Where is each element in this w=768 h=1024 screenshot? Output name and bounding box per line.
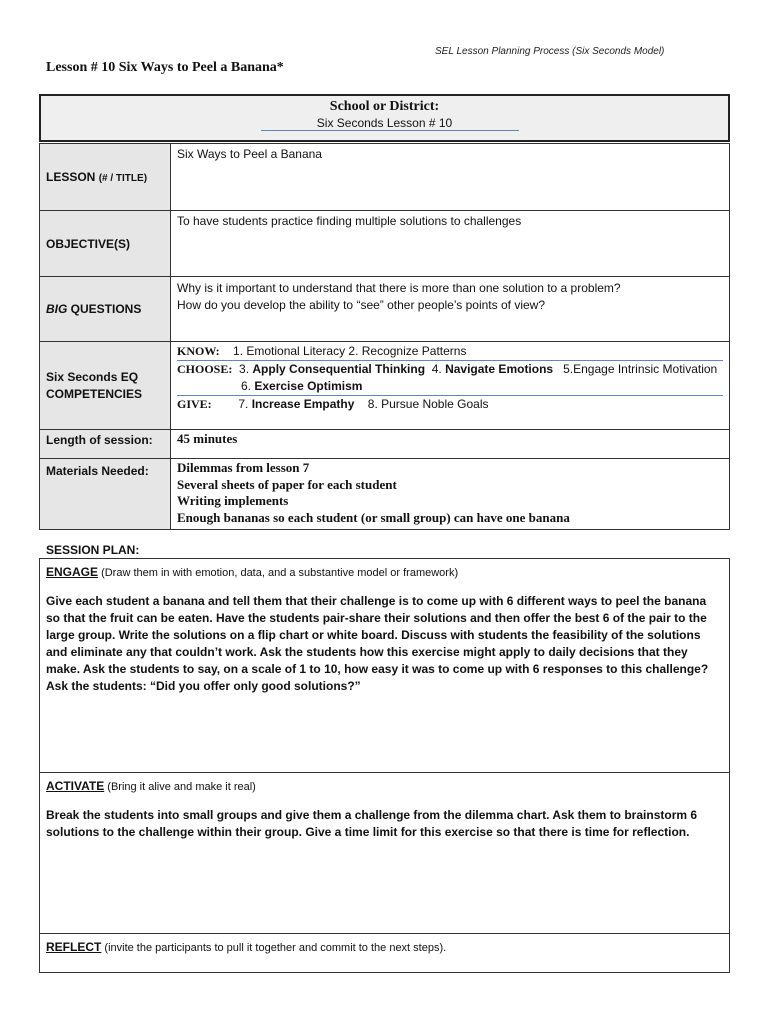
competencies-label: Six Seconds EQ COMPETENCIES [40,342,171,430]
choose-line [177,361,723,378]
engage-body: Give each student a banana and tell them that their challenge is to come up with 6 different ways to peel the banana so that the fruit can be eaten. Have the students pair-share their solutions and then offer the best 6 of the pair to the large group. Write the solutions on a flip chart or white board. Discuss with students the feasibility of the solutions and eliminate any that couldn’t work. Ask the students how this exercise might apply to daily decisions that they make. Ask the students to say, on a scale of 1 to 10, how easy it was to come up with 6 responses to this challenge? Ask the students: “Did you offer only good solutions?” [46,594,709,693]
objective-label: OBJECTIVE(S) [40,211,171,277]
know-items: 1. Emotional Literacy 2. Recognize Patterns [233,344,467,358]
lesson-label-main: LESSON [46,170,96,184]
choose-6-num: 6. [241,379,252,393]
materials-value [171,459,730,530]
big-questions-label [40,277,171,342]
give-label: GIVE: [177,397,212,411]
know-label: KNOW: [177,344,220,358]
activate-section [40,773,729,933]
activate-body: Break the students into small groups and give them a challenge from the dilemma chart. Ask them to brainstorm 6 solutions to the challenge within their group. Give a time limit for this exercise so that there is time for reflection. [46,808,698,839]
lesson-value: Six Ways to Peel a Banana [171,144,730,211]
material-item: Several sheets of paper for each student [177,476,397,492]
lesson-label-sub: (# / TITLE) [98,173,148,184]
reflect-title: REFLECT [46,940,102,954]
length-value: 45 minutes [171,430,730,459]
competencies-value [171,342,730,430]
row-materials [40,459,730,530]
row-lesson [40,144,730,211]
choose-label: CHOOSE: [177,362,233,376]
engage-title: ENGAGE [46,565,99,579]
know-line [177,343,723,361]
choose-6: Exercise Optimism [254,379,363,393]
choose-3-num: 3. [239,362,250,376]
session-plan-label: SESSION PLAN: [46,543,140,557]
reflect-head [46,940,723,954]
activate-title: ACTIVATE [46,779,105,793]
big-questions-value [171,277,730,342]
school-district-box [39,94,730,142]
row-objective [40,211,730,277]
school-underline [261,130,519,131]
lesson-label [40,144,171,211]
lesson-title: Lesson # 10 Six Ways to Peel a Banana* [46,60,284,75]
objective-value: To have students practice finding multiple solutions to challenges [171,211,730,277]
big-questions-label-em: BIG [46,302,68,316]
activate-head [46,779,723,793]
material-item: Writing implements [177,493,289,508]
engage-section [40,559,729,772]
activate-subtitle: (Bring it alive and make it real) [104,781,256,793]
choose-4-num: 4. [431,362,442,376]
choose-5: 5.Engage Intrinsic Motivation [563,362,718,376]
materials-label: Materials Needed: [40,459,171,530]
material-item: Enough bananas so each student (or small group) can have one banana [177,509,570,525]
row-competencies [40,342,730,430]
big-question-1: Why is it important to understand that there is more than one solution to a problem? [177,281,621,295]
session-plan-box [39,558,730,973]
row-length [40,430,730,459]
engage-head [46,565,723,579]
choose-6-line [177,378,723,396]
give-7-num: 7. [238,397,249,411]
reflect-section [40,934,729,972]
process-header: SEL Lesson Planning Process (Six Seconds Model) [435,46,665,57]
big-questions-label-rest: QUESTIONS [67,302,142,316]
row-big-questions [40,277,730,342]
choose-3: Apply Consequential Thinking [252,362,426,376]
give-8: 8. Pursue Noble Goals [367,397,489,411]
lesson-info-table [39,143,730,530]
give-7: Increase Empathy [251,397,355,411]
engage-subtitle: (Draw them in with emotion, data, and a substantive model or framework) [98,567,459,579]
material-item: Dilemmas from lesson 7 [177,460,310,475]
big-question-2: How do you develop the ability to “see” other people’s points of view? [177,298,545,312]
choose-4: Navigate Emotions [445,362,554,376]
give-line [177,396,723,413]
school-label: School or District: [329,99,440,114]
school-value: Six Seconds Lesson # 10 [316,116,453,130]
reflect-subtitle: (invite the participants to pull it together and commit to the next steps). [101,942,447,954]
length-label: Length of session: [40,430,171,459]
